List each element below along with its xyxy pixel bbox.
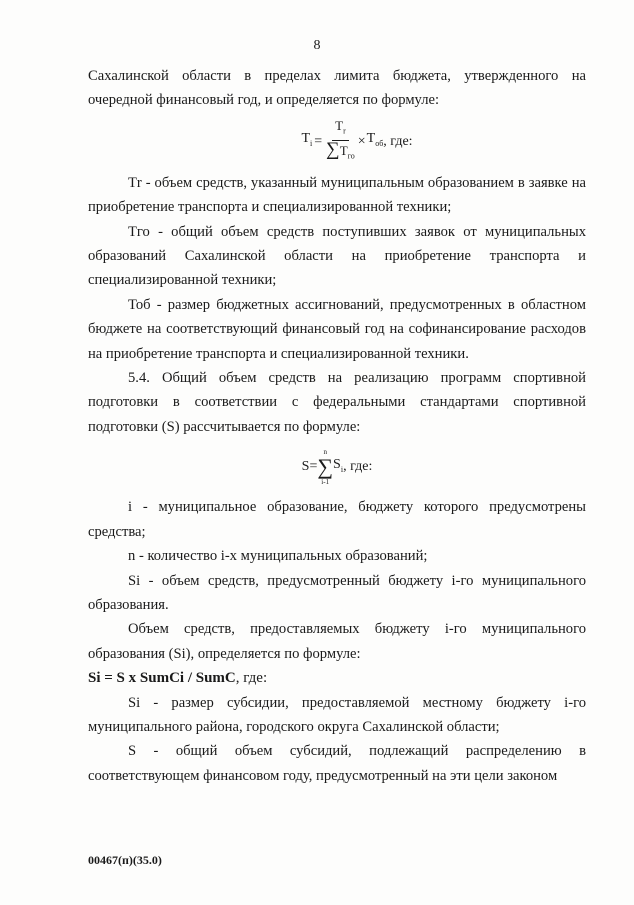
paragraph-tgo-definition: Тго - общий объем средств поступивших заявок от муниципальных образований Сахалинской области на приобретение транспорта и специализированной техники; bbox=[88, 223, 586, 289]
document-footer-code: 00467(п)(35.0) bbox=[88, 853, 162, 867]
paragraph-n-definition: n - количество i-х муниципальных образований; bbox=[128, 548, 428, 565]
formula-s-equals: = bbox=[309, 459, 318, 475]
formula-ti-fraction bbox=[326, 118, 355, 165]
formula-ti-tail: , где: bbox=[383, 133, 413, 149]
formula-s-sigma-symbol: ∑ bbox=[317, 454, 334, 480]
formula-ti bbox=[88, 113, 586, 171]
document-body bbox=[88, 64, 586, 788]
formula-ti-rhs: $T_{об}$ bbox=[366, 131, 384, 148]
formula-ti-lhs: $T_i$ bbox=[301, 131, 313, 148]
paragraph-continuation: Сахалинской области в пределах лимита бюджета, утвержденного на очередной финансовый год, и определяется по формуле: bbox=[88, 68, 586, 109]
paragraph-section-5-4: 5.4. Общий объем средств на реализацию программ спортивной подготовки в соответствии с федеральными стандартами спортивной подготовки (S) рассчитывается по формуле: bbox=[88, 370, 586, 435]
formula-s-upper-limit: n bbox=[323, 448, 327, 457]
formula-ti-denominator: $\sum T_{го}$ bbox=[326, 138, 355, 161]
formula-s-sigma bbox=[317, 448, 333, 486]
paragraph-i-definition: i - муниципальное образование, бюджету которого предусмотрены средства; bbox=[88, 499, 586, 540]
paragraph-si-definition: Si - объем средств, предусмотренный бюджету i-го муниципального образования. bbox=[88, 572, 586, 613]
formula-s-lhs: S bbox=[301, 459, 310, 475]
paragraph-s-definition: S - общий объем субсидий, подлежащий распределению в соответствующем финансовом году, предусмотренный на эти цели законом bbox=[88, 743, 586, 784]
formula-ti-equals: = bbox=[314, 133, 323, 149]
formula-si bbox=[88, 666, 586, 690]
formula-si-tail: , где: bbox=[235, 670, 268, 687]
paragraph-si-formula-intro: Объем средств, предоставляемых бюджету i-го муниципального образования (Si), определяется по формуле: bbox=[88, 621, 586, 662]
formula-s-term: $S_i$ bbox=[333, 456, 344, 474]
formula-si-expression: Si = S x SumCi / SumC bbox=[88, 670, 236, 687]
formula-s-tail: , где: bbox=[343, 459, 373, 475]
page-number: 8 bbox=[313, 38, 321, 53]
paragraph-si-subsidy-definition: Si - размер субсидии, предоставляемой местному бюджету i-го муниципального района, городского округа Сахалинской области; bbox=[88, 694, 586, 735]
formula-ti-numerator: $T_r$ bbox=[332, 118, 349, 141]
formula-ti-times: × bbox=[357, 133, 366, 149]
formula-s-sum bbox=[88, 439, 586, 495]
formula-s-lower-limit: i-1 bbox=[321, 478, 330, 487]
paragraph-tr-definition: Тr - объем средств, указанный муниципальным образованием в заявке на приобретение транспорта и специализированной техники; bbox=[88, 174, 586, 216]
paragraph-tob-definition: Тоб - размер бюджетных ассигнований, предусмотренных в областном бюджете на соответствующий финансовый год на софинансирование расходов на приобретение транспорта и специализированной техники. bbox=[88, 296, 586, 362]
